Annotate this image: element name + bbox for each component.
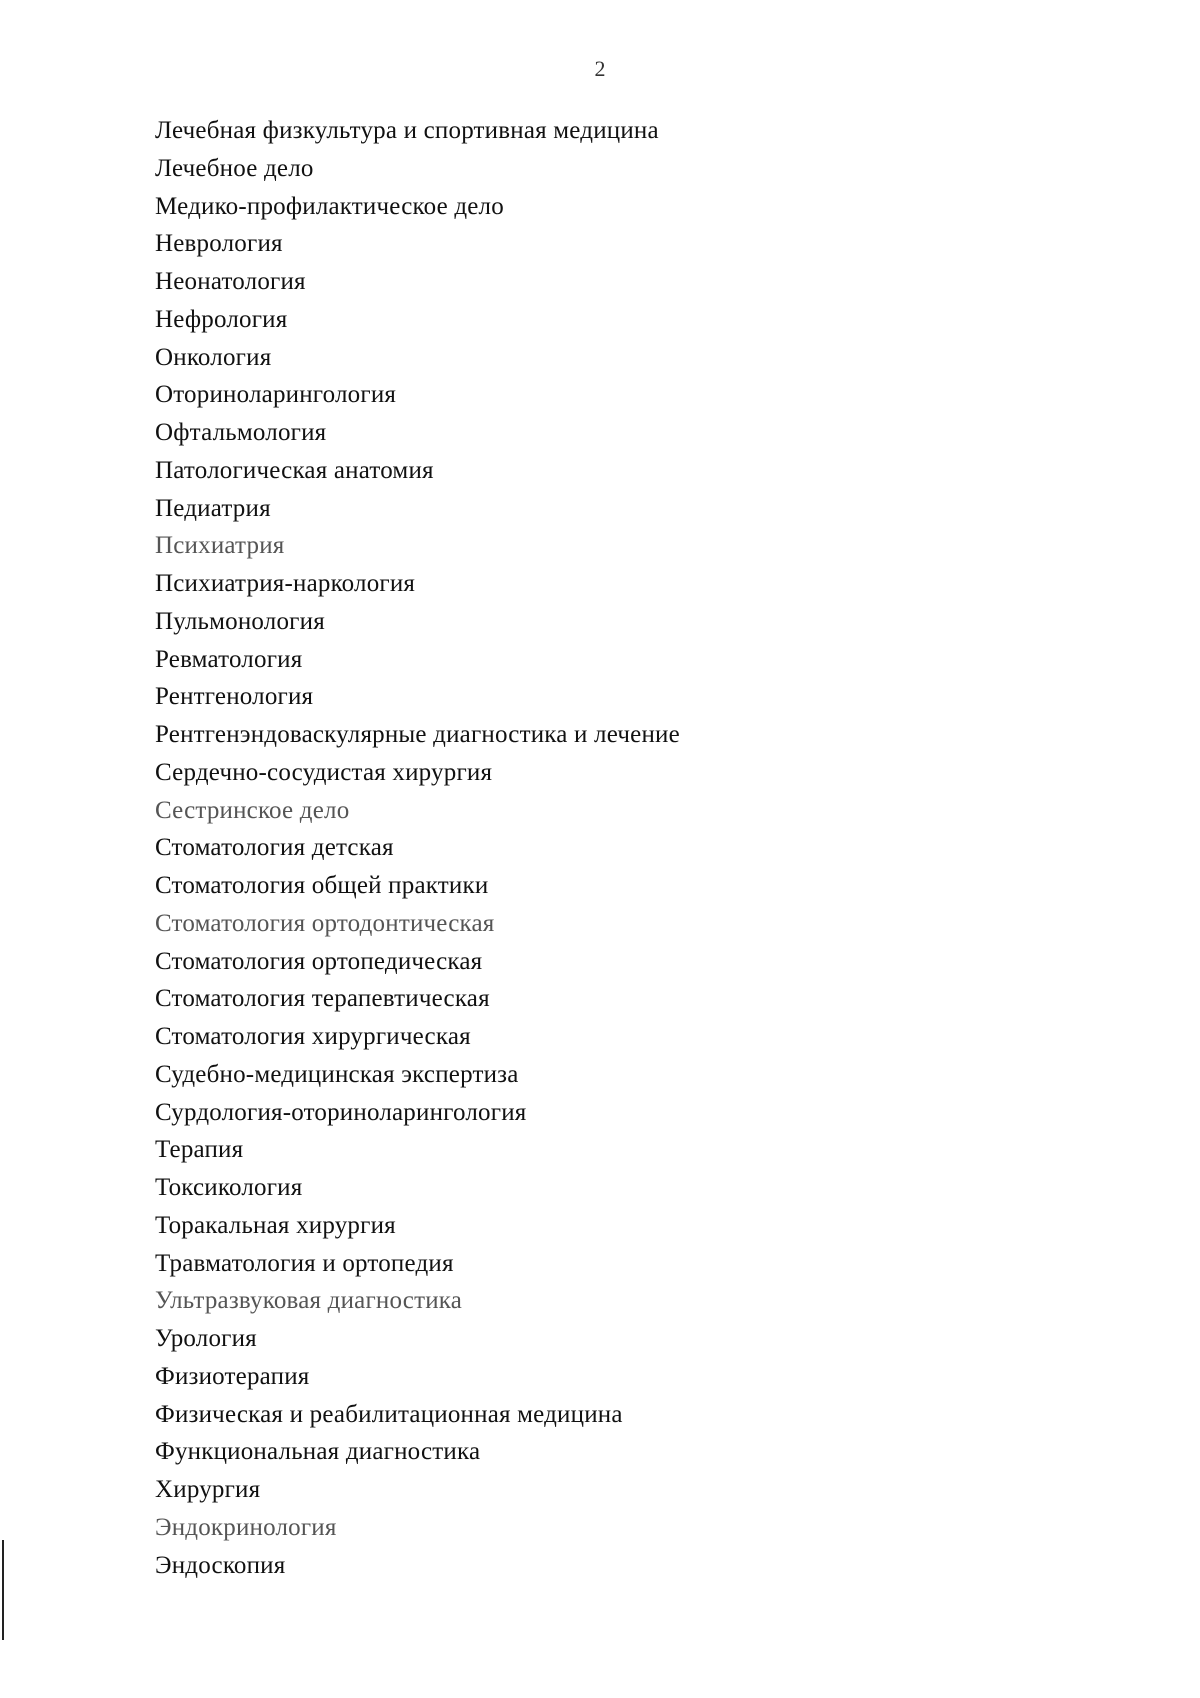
list-item: Торакальная хирургия (155, 1211, 396, 1239)
scan-edge-mark (2, 1540, 4, 1640)
list-item: Терапия (155, 1136, 244, 1164)
list-item: Стоматология общей практики (155, 872, 489, 899)
list-item: Судебно-медицинская экспертиза (155, 1060, 519, 1088)
list-item: Лечебная физкультура и спортивная медицина (155, 117, 659, 144)
list-item: Пульмонология (155, 607, 325, 635)
list-item: Медико-профилактическое дело (155, 192, 504, 220)
list-item: Сурдология-оториноларингология (155, 1098, 527, 1126)
list-item: Урология (155, 1325, 257, 1352)
list-item: Нефрология (155, 305, 288, 333)
list-item: Ревматология (155, 645, 303, 673)
list-item: Психиатрия (155, 532, 285, 560)
list-item: Патологическая анатомия (155, 456, 434, 484)
list-item: Физиотерапия (155, 1362, 310, 1390)
specialty-list (155, 112, 680, 1584)
list-item: Оториноларингология (155, 381, 397, 409)
list-item: Стоматология хирургическая (155, 1023, 471, 1050)
list-item: Сердечно-сосудистая хирургия (155, 758, 493, 786)
list-item: Стоматология ортодонтическая (155, 909, 495, 937)
list-item: Стоматология детская (155, 834, 394, 862)
list-item: Рентгенология (155, 683, 314, 711)
list-item: Хирургия (155, 1476, 261, 1503)
list-item: Офтальмология (155, 419, 327, 446)
list-item: Травматология и ортопедия (155, 1249, 454, 1277)
list-item: Стоматология ортопедическая (155, 947, 483, 975)
list-item: Эндокринология (155, 1513, 337, 1541)
list-item: Функциональная диагностика (155, 1438, 481, 1466)
page-number: 2 (594, 56, 606, 81)
list-item: Онкология (155, 343, 272, 371)
list-item: Ультразвуковая диагностика (155, 1287, 463, 1315)
list-item: Рентгенэндоваскулярные диагностика и лечение (155, 721, 680, 748)
list-item: Эндоскопия (155, 1551, 286, 1579)
list-item: Психиатрия-наркология (155, 570, 416, 597)
list-item: Физическая и реабилитационная медицина (155, 1400, 623, 1428)
list-item: Неврология (155, 230, 283, 258)
list-item: Лечебное дело (155, 154, 314, 182)
list-item: Стоматология терапевтическая (155, 985, 490, 1013)
list-item: Токсикология (155, 1174, 303, 1201)
list-item: Педиатрия (155, 494, 271, 522)
list-item: Сестринское дело (155, 796, 350, 824)
list-item: Неонатология (155, 268, 306, 295)
